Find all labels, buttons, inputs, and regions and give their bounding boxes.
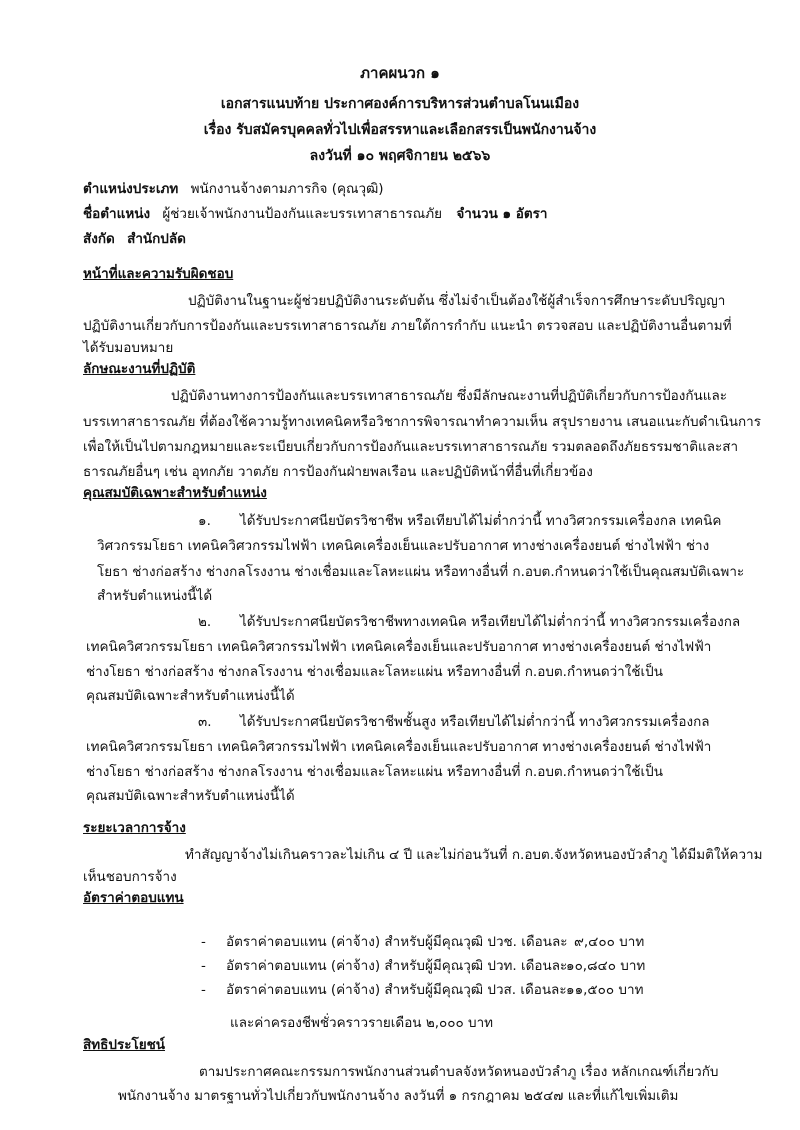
qualification-2-line-1: ได้รับประกาศนียบัตรวิชาชีพทางเทคนิค หรือเทียบได้ไม่ต่ำกว่านี้ ทางวิศวกรรมเครื่องกล [240,614,741,630]
position-name-label: ชื่อตำแหน่ง [83,206,151,222]
qualification-1-line-2: วิศวกรรมโยธา เทคนิควิศวกรรมไฟฟ้า เทคนิคเครื่องเย็นและปรับอากาศ ทางช่างเครื่องยนต์ ช่างไฟฟ้า ช่าง [97,538,710,554]
pay-item-1-amount: ๙,๔๐๐ บาท [574,934,645,950]
work-line-1: ปฏิบัติงานทางการป้องกันและบรรเทาสาธารณภัย ซึ่งมีลักษณะงานที่ปฏิบัติเกี่ยวกับการป้องกันและ [171,388,727,404]
qualification-3-number: ๓. [198,714,212,730]
period-line-2: เห็นชอบการจ้าง [83,869,177,885]
pay-item-3-dash: - [201,982,206,998]
pay-item-1-desc: อัตราค่าตอบแทน (ค่าจ้าง) สำหรับผู้มีคุณวุฒิ ปวช. เดือนละ [226,934,568,950]
qualification-1-line-4: สำหรับตำแหน่งนี้ได้ [97,588,213,604]
qualification-2-line-4: คุณสมบัติเฉพาะสำหรับตำแหน่งนี้ได้ [86,688,295,704]
duties-heading: หน้าที่และความรับผิดชอบ [83,266,234,282]
qualification-1-line-3: โยธา ช่างก่อสร้าง ช่างกลโรงงาน ช่างเชื่อมและโลหะแผ่น หรือทางอื่นที่ ก.อบต.กำหนดว่าใช้เป็นคุณสมบัติเฉพาะ [97,564,745,580]
pay-item-3-amount: ๑๑,๕๐๐ บาท [566,982,644,998]
work-heading: ลักษณะงานที่ปฏิบัติ [83,361,196,377]
position-count: จำนวน ๑ อัตรา [456,206,548,222]
pay-item-2-dash: - [201,958,206,974]
duties-line-3: ได้รับมอบหมาย [83,340,174,356]
qualification-3-line-1: ได้รับประกาศนียบัตรวิชาชีพชั้นสูง หรือเทียบได้ไม่ต่ำกว่านี้ ทางวิศวกรรมเครื่องกล [240,714,710,730]
qualification-1-line-1: ได้รับประกาศนียบัตรวิชาชีพ หรือเทียบได้ไม่ต่ำกว่านี้ ทางวิศวกรรมเครื่องกล เทคนิค [240,513,722,529]
pay-item-1-dash: - [201,934,206,950]
qualification-3-line-3: ช่างโยธา ช่างก่อสร้าง ช่างกลโรงงาน ช่างเชื่อมและโลหะแผ่น หรือทางอื่นที่ ก.อบต.กำหนดว่าใช้เป็น [86,764,663,780]
header-line-1: เอกสารแนบท้าย ประกาศองค์การบริหารส่วนตำบลโนนเมือง [220,96,580,112]
pay-heading: อัตราค่าตอบแทน [83,890,184,906]
work-line-3: เพื่อให้เป็นไปตามกฎหมายและระเบียบเกี่ยวกับการป้องกันและบรรเทาสาธารณภัย รวมตลอดถึงภัยธรรมชาติและสา [83,439,739,455]
pay-item-2-desc: อัตราค่าตอบแทน (ค่าจ้าง) สำหรับผู้มีคุณวุฒิ ปวท. เดือนละ [226,958,568,974]
qualifications-heading: คุณสมบัติเฉพาะสำหรับตำแหน่ง [83,485,267,501]
department-value: สำนักปลัด [127,231,186,247]
period-heading: ระยะเวลาการจ้าง [83,820,186,836]
position-name-row [83,208,548,222]
qualification-3-line-4: คุณสมบัติเฉพาะสำหรับตำแหน่งนี้ได้ [86,788,295,804]
qualification-3-line-2: เทคนิควิศวกรรมโยธา เทคนิควิศวกรรมไฟฟ้า เทคนิคเครื่องเย็นและปรับอากาศ ทางช่างเครื่องยนต์ ช่างไฟฟ้า [86,739,712,755]
department-row [83,233,186,247]
position-type-value: พนักงานจ้างตามภารกิจ (คุณวุฒิ) [190,181,384,197]
pay-extra: และค่าครองชีพชั่วคราวรายเดือน ๒,๐๐๐ บาท [230,1015,494,1031]
position-name-value: ผู้ช่วยเจ้าพนักงานป้องกันและบรรเทาสาธารณภัย [162,206,443,222]
benefits-line-2: พนักงานจ้าง มาตรฐานทั่วไปเกี่ยวกับพนักงานจ้าง ลงวันที่ ๑ กรกฎาคม ๒๕๔๗ และที่แก้ไขเพิ่มเติม [118,1088,679,1104]
period-line-1: ทำสัญญาจ้างไม่เกินคราวละไม่เกิน ๔ ปี และไม่ก่อนวันที่ ก.อบต.จังหวัดหนองบัวลำภู ได้มีมติให้ความ [185,847,763,863]
header-line-2: เรื่อง รับสมัครบุคคลทั่วไปเพื่อสรรหาและเลือกสรรเป็นพนักงานจ้าง [203,122,597,138]
qualification-2-line-3: ช่างโยธา ช่างก่อสร้าง ช่างกลโรงงาน ช่างเชื่อมและโลหะแผ่น หรือทางอื่นที่ ก.อบต.กำหนดว่าใช้เป็น [86,664,663,680]
work-line-2: บรรเทาสาธารณภัย ที่ต้องใช้ความรู้ทางเทคนิคหรือวิชาการพิจารณาทำความเห็น สรุปรายงาน เสนอแนะกับดำเนินการ [83,414,761,430]
duties-line-2: ปฏิบัติงานเกี่ยวกับการป้องกันและบรรเทาสาธารณภัย ภายใต้การกำกับ แนะนำ ตรวจสอบ และปฏิบัติงานอื่นตามที่ [83,318,732,334]
work-line-4: ธารณภัยอื่นๆ เช่น อุทกภัย วาตภัย การป้องกันฝ่ายพลเรือน และปฏิบัติหน้าที่อื่นที่เกี่ยวข้อง [83,464,593,480]
header-line-3: ลงวันที่ ๑๐ พฤศจิกายน ๒๕๖๖ [309,148,491,164]
qualification-1-number: ๑. [198,513,211,529]
position-type-row [83,183,384,197]
duties-line-1: ปฏิบัติงานในฐานะผู้ช่วยปฏิบัติงานระดับต้น ซึ่งไม่จำเป็นต้องใช้ผู้สำเร็จการศึกษาระดับปริญญา [188,293,726,309]
department-label: สังกัด [83,231,115,247]
pay-item-3-desc: อัตราค่าตอบแทน (ค่าจ้าง) สำหรับผู้มีคุณวุฒิ ปวส. เดือนละ [226,982,567,998]
pay-item-2-amount: ๑๐,๘๔๐ บาท [566,958,646,974]
position-type-label: ตำแหน่งประเภท [83,181,179,197]
appendix-title: ภาคผนวก ๑ [360,64,440,82]
qualification-2-line-2: เทคนิควิศวกรรมโยธา เทคนิควิศวกรรมไฟฟ้า เทคนิคเครื่องเย็นและปรับอากาศ ทางช่างเครื่องยนต์ ช่างไฟฟ้า [86,639,712,655]
qualification-2-number: ๒. [198,614,212,630]
benefits-heading: สิทธิประโยชน์ [83,1037,166,1053]
benefits-line-1: ตามประกาศคณะกรรมการพนักงานส่วนตำบลจังหวัดหนองบัวลำภู เรื่อง หลักเกณฑ์เกี่ยวกับ [199,1064,719,1080]
